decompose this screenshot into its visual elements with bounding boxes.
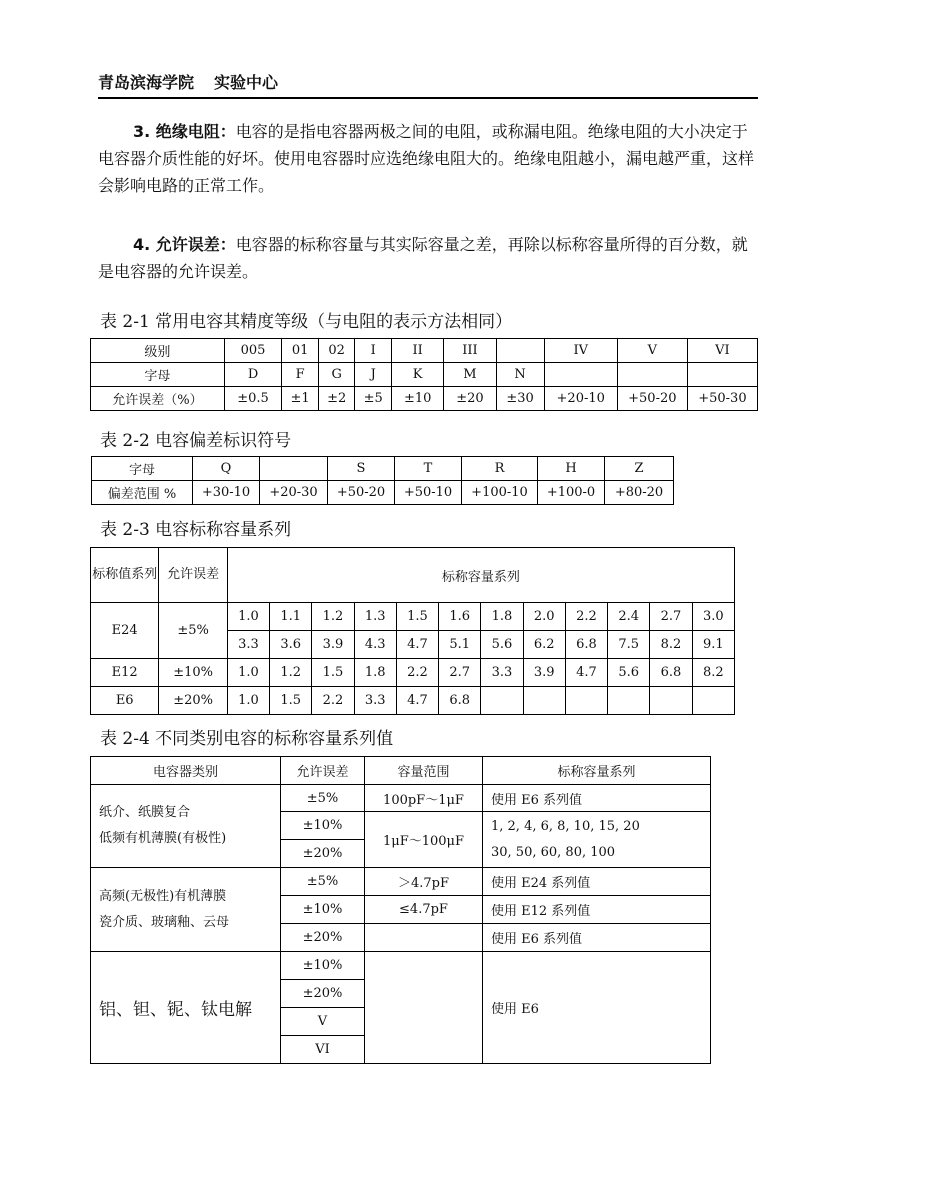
table1-cell: 允许误差（%） [91, 387, 225, 411]
table1-cell: II [392, 339, 444, 363]
table3-value: 3.3 [227, 631, 269, 659]
table2-cell: Q [193, 457, 260, 481]
table1-cell [544, 363, 617, 387]
table1-cell [687, 363, 757, 387]
table1-cell: ±20 [444, 387, 496, 411]
table3-value: 5.6 [481, 631, 523, 659]
table3-series-name: E6 [91, 687, 159, 715]
table3-value [565, 687, 607, 715]
table3-value: 5.6 [608, 659, 650, 687]
table4-tolerance: ±10% [281, 896, 365, 924]
table3-value: 5.1 [439, 631, 481, 659]
table1-cell: 级别 [91, 339, 225, 363]
table1-cell: III [444, 339, 496, 363]
table2-cell: H [538, 457, 605, 481]
table3-series-name: E12 [91, 659, 159, 687]
table3-value: 1.8 [354, 659, 396, 687]
table3-head-tolerance: 允许误差 [159, 548, 227, 603]
table1-cell: K [392, 363, 444, 387]
table3-value [608, 687, 650, 715]
dept-name: 实验中心 [214, 73, 279, 92]
table3-value: 8.2 [692, 659, 734, 687]
table2-cell [260, 457, 328, 481]
table2-cell: +50-10 [395, 481, 462, 505]
table1-cell: V [617, 339, 687, 363]
table1 [90, 338, 758, 411]
table3-value: 7.5 [608, 631, 650, 659]
table3-series-tolerance: ±10% [159, 659, 227, 687]
school-name: 青岛滨海学院 [98, 73, 195, 92]
table3-value: 1.3 [354, 603, 396, 631]
table4-category [91, 785, 281, 868]
table4-tolerance: ±20% [281, 980, 365, 1008]
table1-cell: D [224, 363, 281, 387]
table2-cell: R [462, 457, 538, 481]
table2-cell: +50-20 [328, 481, 395, 505]
table1-cell: +20-10 [544, 387, 617, 411]
table3-caption: 表 2-3 电容标称容量系列 [100, 520, 292, 540]
paragraph-text: 电容器的标称容量与其实际容量之差，再除以标称容量所得的百分数，就是电容器的允许误差。 [98, 235, 748, 281]
table1-cell [617, 363, 687, 387]
table3-value: 1.0 [227, 603, 269, 631]
table2-cell: Z [605, 457, 674, 481]
table4-tolerance: ±10% [281, 812, 365, 840]
table4-range: ≤4.7pF [365, 896, 483, 924]
table3-value: 2.7 [439, 659, 481, 687]
table1-cell: 字母 [91, 363, 225, 387]
table3-value: 6.2 [523, 631, 565, 659]
table3-series-tolerance: ±20% [159, 687, 227, 715]
table2 [91, 456, 674, 505]
paragraph-tolerance [98, 231, 758, 285]
table3-value: 1.8 [481, 603, 523, 631]
table2-cell: 字母 [92, 457, 193, 481]
table4-range [365, 924, 483, 952]
table1-cell: ±5 [355, 387, 392, 411]
table3-value: 2.4 [608, 603, 650, 631]
category-line: 瓷介质、玻璃釉、云母 [99, 914, 230, 930]
table1-cell: F [282, 363, 319, 387]
table4-tolerance: ±5% [281, 785, 365, 812]
table3-value: 8.2 [650, 631, 692, 659]
table4-tolerance: VI [281, 1036, 365, 1064]
table2-caption: 表 2-2 电容偏差标识符号 [100, 431, 292, 451]
table3-value: 2.0 [523, 603, 565, 631]
table2-cell: +80-20 [605, 481, 674, 505]
table1-cell: J [355, 363, 392, 387]
table3-value: 1.0 [227, 687, 269, 715]
category-line: 高频(无极性)有机薄膜 [99, 888, 227, 904]
table3-value: 1.1 [270, 603, 312, 631]
table3-value: 1.5 [396, 603, 438, 631]
table1-cell: +50-30 [687, 387, 757, 411]
table3-value: 3.3 [481, 659, 523, 687]
table3-value: 6.8 [439, 687, 481, 715]
page-header [98, 70, 758, 99]
table3-value: 1.2 [312, 603, 354, 631]
table1-cell: +50-20 [617, 387, 687, 411]
table3-value: 1.0 [227, 659, 269, 687]
table1-cell: I [355, 339, 392, 363]
table4-head-series: 标称容量系列 [483, 757, 711, 785]
table3-value: 1.5 [312, 659, 354, 687]
table1-cell: ±2 [318, 387, 355, 411]
table3-value: 6.8 [650, 659, 692, 687]
table1-cell: 005 [224, 339, 281, 363]
table1-cell: 02 [318, 339, 355, 363]
table4-range: ＞4.7pF [365, 868, 483, 896]
table2-cell: S [328, 457, 395, 481]
table3-value: 3.6 [270, 631, 312, 659]
table4-series: 使用 E12 系列值 [483, 896, 711, 924]
table3-value: 4.3 [354, 631, 396, 659]
table4-series: 使用 E6 系列值 [483, 924, 711, 952]
table1-cell: ±0.5 [224, 387, 281, 411]
table4-range: 100pF～1μF [365, 785, 483, 812]
table1-cell: N [496, 363, 544, 387]
table2-cell: T [395, 457, 462, 481]
table3-series-name: E24 [91, 603, 159, 659]
category-line: 低频有机薄膜(有极性) [99, 831, 227, 846]
table1-cell: VI [687, 339, 757, 363]
table3-value: 3.9 [523, 659, 565, 687]
table3-value: 4.7 [565, 659, 607, 687]
table1-cell: G [318, 363, 355, 387]
table3-value [692, 687, 734, 715]
table2-cell: 偏差范围 % [92, 481, 193, 505]
table3-value: 1.2 [270, 659, 312, 687]
table4-head-tolerance: 允许误差 [281, 757, 365, 785]
table4-tolerance: ±5% [281, 868, 365, 896]
table3-value: 2.7 [650, 603, 692, 631]
table3-series-tolerance: ±5% [159, 603, 227, 659]
table3-value: 9.1 [692, 631, 734, 659]
table1-cell: M [444, 363, 496, 387]
table1-cell: IV [544, 339, 617, 363]
table2-cell: +100-0 [538, 481, 605, 505]
table3-value: 6.8 [565, 631, 607, 659]
table3-value: 1.5 [270, 687, 312, 715]
series-line: 30, 50, 60, 80, 100 [491, 844, 616, 860]
table4-category [91, 868, 281, 952]
paragraph-text: 电容的是指电容器两极之间的电阻，或称漏电阻。绝缘电阻的大小决定于电容器介质性能的好坏。使用电容器时应选绝缘电阻大的。绝缘电阻越小，漏电越严重，这样会影响电路的正常工作。 [98, 122, 755, 195]
category-line: 纸介、纸膜复合 [99, 805, 191, 820]
table2-row [92, 457, 674, 481]
table3-value: 3.3 [354, 687, 396, 715]
table3-value: 1.6 [439, 603, 481, 631]
table1-cell [496, 339, 544, 363]
table4-tolerance: ±10% [281, 952, 365, 980]
table3-value [523, 687, 565, 715]
table4-series: 使用 E24 系列值 [483, 868, 711, 896]
table4-tolerance: ±20% [281, 840, 365, 868]
table3-head-values: 标称容量系列 [227, 548, 734, 603]
table1-cell: ±1 [282, 387, 319, 411]
table2-row [92, 481, 674, 505]
table4-range-empty [365, 952, 483, 1064]
table4-series: 使用 E6 [483, 952, 711, 1064]
table4-series: 使用 E6 系列值 [483, 785, 711, 812]
table3-value: 4.7 [396, 687, 438, 715]
table4 [90, 756, 711, 1064]
table1-row [91, 387, 758, 411]
paragraph-title: 4. 允许误差： [133, 235, 236, 254]
table1-cell: ±10 [392, 387, 444, 411]
table4-tolerance: ±20% [281, 924, 365, 952]
table4-range: 1μF～100μF [365, 812, 483, 868]
table4-head-category: 电容器类别 [91, 757, 281, 785]
paragraph-insulation [98, 118, 758, 199]
table3-value: 2.2 [565, 603, 607, 631]
table1-row [91, 363, 758, 387]
paragraph-title: 3. 绝缘电阻： [133, 122, 236, 141]
table4-category: 铝、钽、铌、钛电解 [91, 952, 281, 1064]
table4-head-range: 容量范围 [365, 757, 483, 785]
table3-value: 2.2 [312, 687, 354, 715]
table2-cell: +100-10 [462, 481, 538, 505]
table4-series [483, 812, 711, 868]
table2-cell: +20-30 [260, 481, 328, 505]
table3 [90, 547, 735, 715]
table3-head-series: 标称值系列 [91, 548, 159, 603]
table3-value [481, 687, 523, 715]
table1-row [91, 339, 758, 363]
series-line: 1, 2, 4, 6, 8, 10, 15, 20 [491, 818, 640, 834]
table2-cell: +30-10 [193, 481, 260, 505]
table3-value: 3.0 [692, 603, 734, 631]
table4-tolerance: V [281, 1008, 365, 1036]
table1-caption: 表 2-1 常用电容其精度等级（与电阻的表示方法相同） [100, 312, 513, 332]
table3-value: 2.2 [396, 659, 438, 687]
table3-value [650, 687, 692, 715]
table1-cell: 01 [282, 339, 319, 363]
table3-value: 4.7 [396, 631, 438, 659]
table4-caption: 表 2-4 不同类别电容的标称容量系列值 [100, 729, 394, 749]
table3-value: 3.9 [312, 631, 354, 659]
table1-cell: ±30 [496, 387, 544, 411]
